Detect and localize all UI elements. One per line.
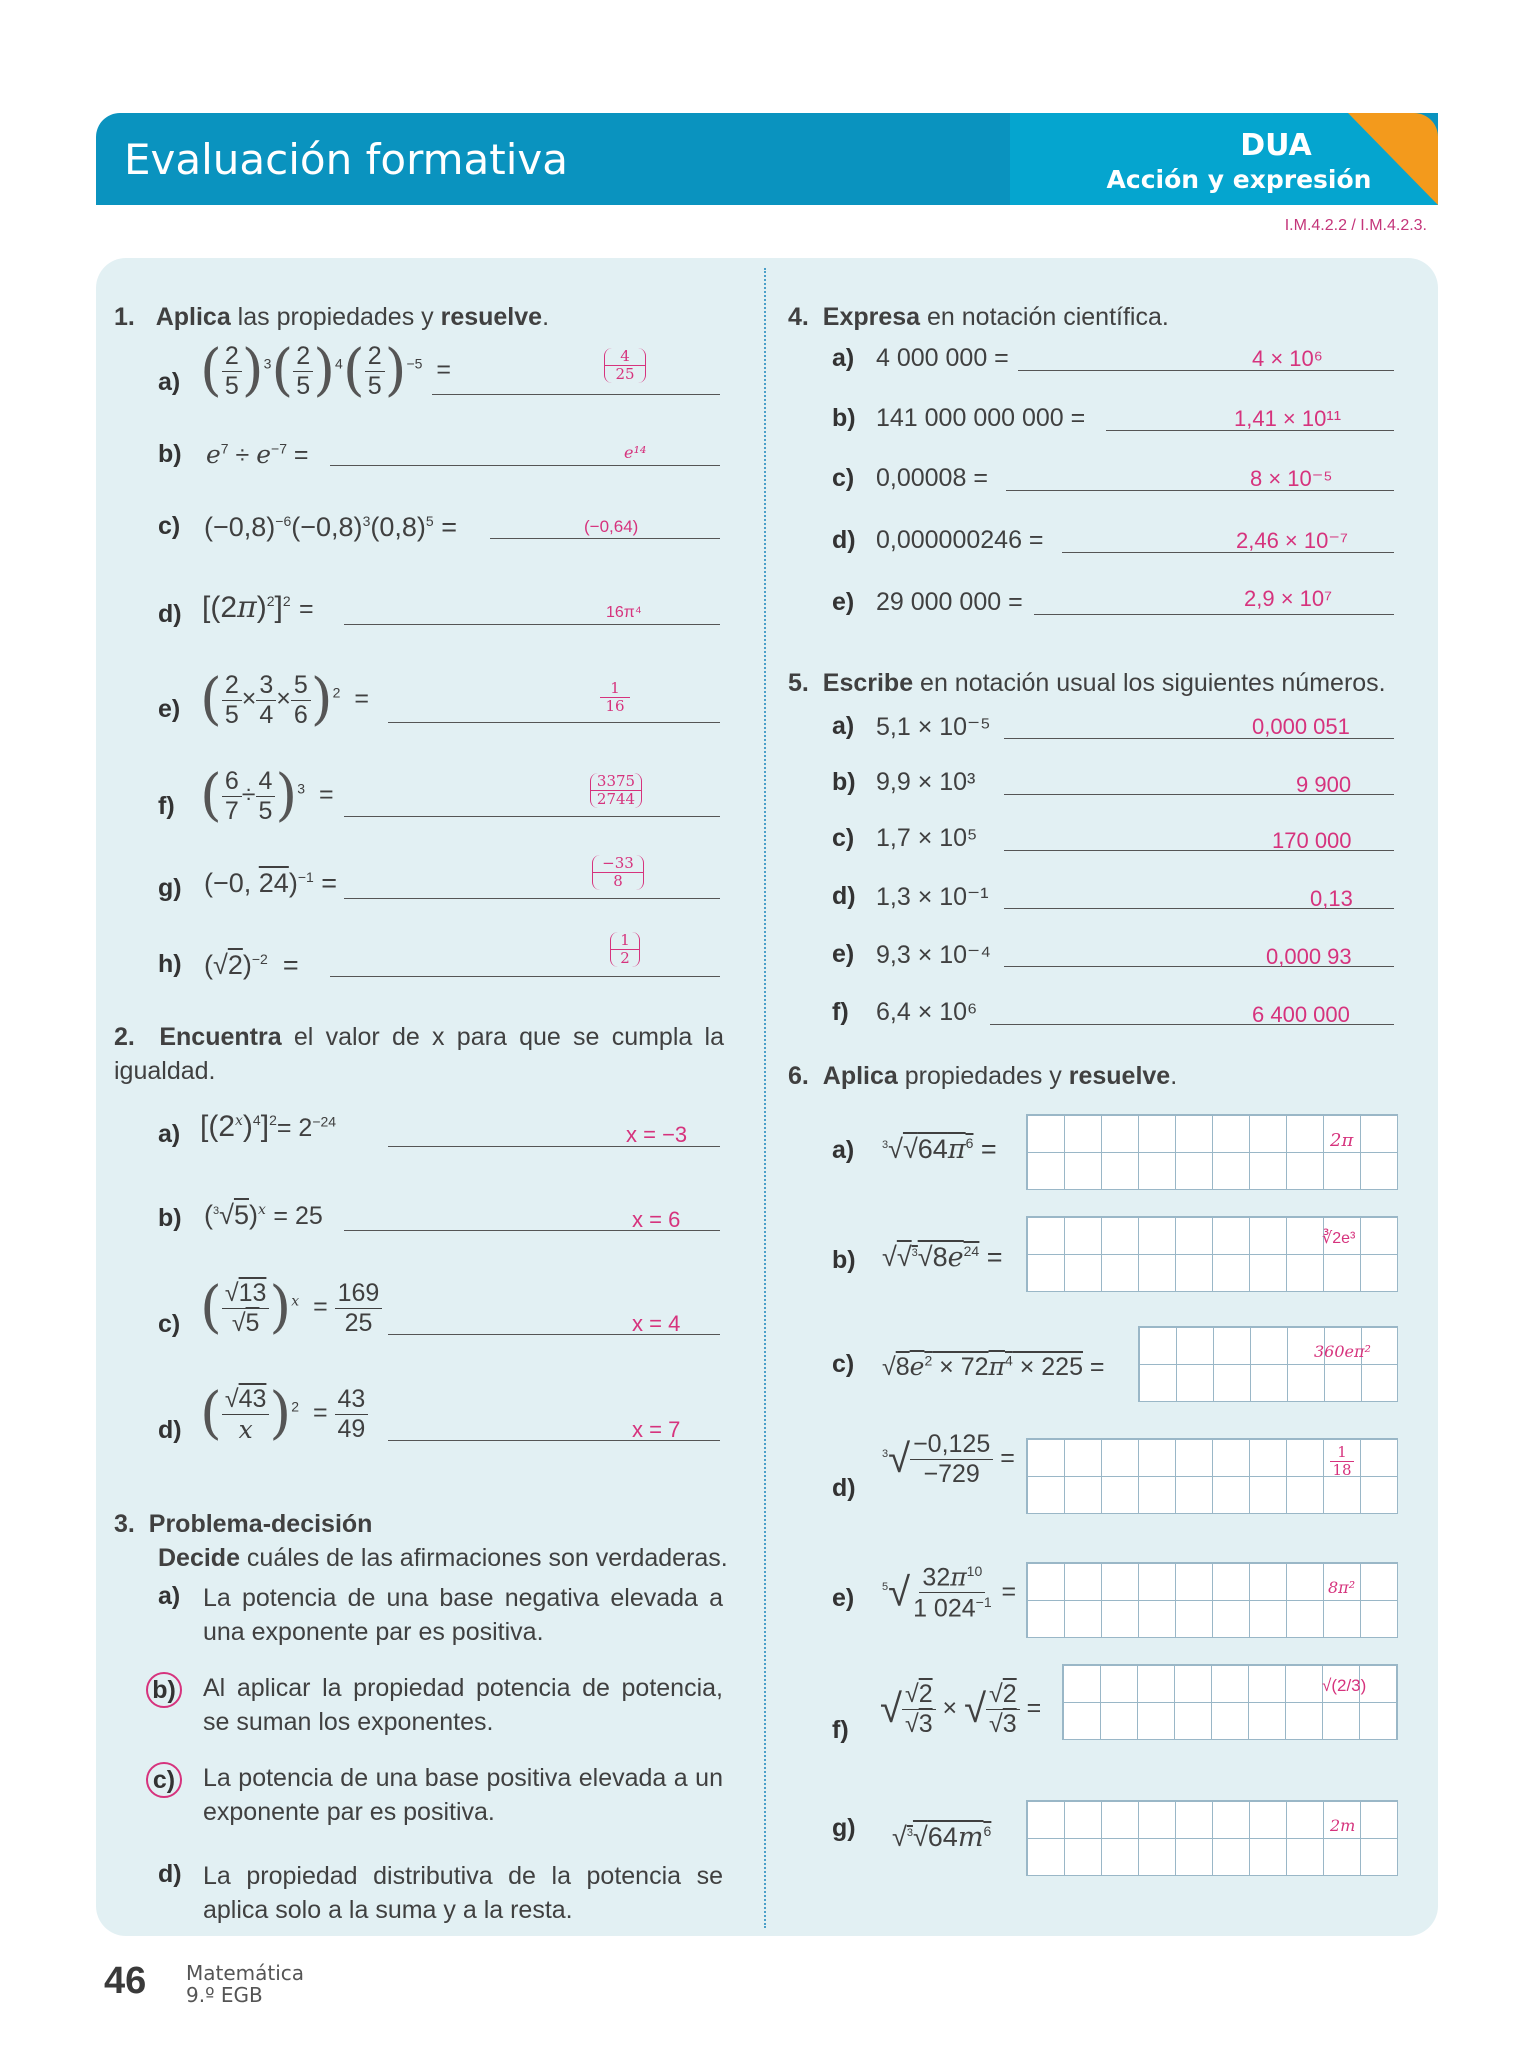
q3a-label: a): [158, 1582, 181, 1610]
q5b-label: b): [832, 768, 856, 796]
q2a-expression: $[(2^x)^4]^2= 2^{-24}$: [200, 1110, 337, 1143]
answer-line: [330, 465, 720, 466]
q5-heading: 5. Escribe en notación usual los siguientes números.: [788, 669, 1386, 697]
q5d-expr: 1,3 × 10⁻¹: [876, 883, 989, 911]
q3-instruction: Decide cuáles de las afirmaciones son verdaderas.: [158, 1544, 728, 1572]
q1f-answer: 3375 2744: [590, 773, 642, 808]
q1e-expression: ( $\frac{2}{5}$ × $\frac{3}{4}$ × $\frac{5}{6}$ )$^2$ =: [200, 667, 369, 732]
q4e-answer: 2,9 × 10⁷: [1244, 586, 1333, 611]
q4a-answer: 4 × 10⁶: [1252, 346, 1323, 371]
q6e-answer: 8π²: [1328, 1578, 1356, 1597]
q4b-answer: 1,41 × 10¹¹: [1234, 406, 1342, 431]
q5d-label: d): [832, 882, 856, 910]
q6f-label: f): [832, 1716, 849, 1744]
q6a-answer: 2π: [1330, 1130, 1354, 1151]
answer-grid[interactable]: [1026, 1114, 1398, 1190]
q3d-text: La propiedad distributiva de la potencia se aplica solo a la suma y a la resta.: [203, 1862, 723, 1924]
q1a-expression: ( $\frac{2}{5}$ )$^3$( $\frac{2}{5}$ )$^4$( $\frac{2}{5}$ )$^{-5}$ =: [200, 338, 451, 403]
answer-line: [388, 722, 720, 723]
q6g-answer: 2m: [1330, 1816, 1356, 1835]
q2b-expression: $(^3√5)^x = 25$: [204, 1200, 323, 1230]
q2b-answer: x = 6: [632, 1207, 681, 1232]
q3d-label: d): [158, 1860, 182, 1888]
q6c-label: c): [832, 1350, 855, 1378]
q4b-expr: 141 000 000 000 =: [876, 404, 1086, 432]
q4e-label: e): [832, 588, 855, 616]
answer-line: [432, 394, 720, 395]
answer-line: [490, 538, 720, 539]
q5a-answer: 0,000 051: [1252, 714, 1350, 739]
page-title: Evaluación formativa: [124, 135, 568, 184]
q5f-label: f): [832, 998, 849, 1026]
q6b-expr: $√√^3√8e^{24}$ =: [882, 1242, 1003, 1273]
q6c-answer: 360eπ²: [1314, 1342, 1371, 1361]
q3-heading: 3. Problema-decisión: [114, 1510, 373, 1538]
q4c-expr: 0,00008 =: [876, 464, 988, 492]
q1f-expression: ( $\frac{6}{7}$ ÷ $\frac{4}{5}$ )$^3$ =: [200, 763, 334, 828]
q5e-expr: 9,3 × 10⁻⁴: [876, 941, 991, 969]
q6f-answer: √(2/3): [1322, 1676, 1367, 1695]
q6b-label: b): [832, 1246, 856, 1274]
subject-label: Matemática 9.º EGB: [186, 1961, 305, 2007]
q6g-label: g): [832, 1814, 856, 1842]
dua-subtitle: Acción y expresión: [1106, 165, 1372, 194]
indicators: I.M.4.2.2 / I.M.4.2.3.: [1284, 217, 1427, 234]
q1d-answer: 16π⁴: [606, 604, 642, 621]
q2d-answer: x = 7: [632, 1417, 681, 1442]
q4b-label: b): [832, 404, 856, 432]
q5c-expr: 1,7 × 10⁵: [876, 824, 978, 852]
q1e-answer: 1 16: [600, 680, 630, 715]
q2a-label: a): [158, 1120, 181, 1148]
q4c-label: c): [832, 464, 855, 492]
q6a-expr: $^3√√64\pi^6$ =: [882, 1134, 997, 1165]
q1b-label: b): [158, 440, 182, 468]
q1b-expression: $e^7 \div e^{-7}$ =: [206, 440, 309, 469]
dua-title: DUA: [1240, 128, 1312, 163]
answer-grid[interactable]: [1026, 1800, 1398, 1876]
q3c-text: La potencia de una base positiva elevada a un exponente par es positiva.: [203, 1764, 723, 1826]
q3b-label-circled[interactable]: b): [150, 1672, 182, 1708]
q1h-expression: $(√2)^{-2}$ =: [204, 950, 299, 980]
q1c-answer: (−0,64): [584, 517, 639, 536]
q1e-label: e): [158, 695, 181, 723]
q5a-expr: 5,1 × 10⁻⁵: [876, 713, 991, 741]
q1c-expression: $(-0,8)^{-6}(-0,8)^3(0,8)^5$ =: [204, 512, 457, 542]
answer-line: [344, 898, 720, 899]
q4a-label: a): [832, 344, 855, 372]
q1c-label: c): [158, 512, 181, 540]
page-number: 46: [104, 1960, 147, 2002]
q3b-text: Al aplicar la propiedad potencia de potencia, se suman los exponentes.: [203, 1674, 723, 1736]
q2d-label: d): [158, 1416, 182, 1444]
q1h-label: h): [158, 950, 182, 978]
q6g-expr: $√^3√64m^6$: [892, 1822, 992, 1853]
q1f-label: f): [158, 792, 175, 820]
answer-grid[interactable]: [1138, 1326, 1398, 1402]
q2c-expression: ( $\frac{√13}{√5}$ )$^x$ = $\frac{169}{25}$: [200, 1280, 382, 1336]
q6d-answer: 1 18: [1330, 1444, 1354, 1479]
q5e-answer: 0,000 93: [1266, 944, 1352, 969]
q1d-expression: $[(2\pi)^2]^2$ =: [202, 590, 314, 625]
answer-line: [1018, 370, 1394, 371]
q6a-label: a): [832, 1136, 855, 1164]
q6c-expr: $√8e^2 \times 72\pi^4 \times 225$ =: [882, 1352, 1105, 1381]
q5c-answer: 170 000: [1272, 828, 1352, 853]
answer-line: [1006, 490, 1394, 491]
q6b-answer: ∛2e³: [1322, 1230, 1356, 1247]
q5a-label: a): [832, 712, 855, 740]
answer-grid[interactable]: [1026, 1562, 1398, 1638]
q6-heading: 6. Aplica propiedades y resuelve.: [788, 1062, 1178, 1090]
q5f-answer: 6 400 000: [1252, 1002, 1350, 1027]
q4d-label: d): [832, 526, 856, 554]
q1g-label: g): [158, 874, 182, 902]
q6f-expr: √ $\frac{√2}{√3}$ × √ $\frac{√2}{√3}$ =: [880, 1680, 1042, 1738]
q6e-expr: $^5$√ $\frac{32\pi^{10}}{1 024^{-1}}$ =: [882, 1562, 1017, 1623]
q1h-answer: 1 2: [610, 932, 640, 967]
q1g-answer: −33 8: [592, 855, 644, 890]
q1g-expression: (−0, 24)$^{-1}$ =: [204, 868, 338, 898]
q4c-answer: 8 × 10⁻⁵: [1250, 466, 1333, 491]
q3a-text: La potencia de una base negativa elevada a una exponente par es positiva.: [203, 1584, 723, 1646]
q3c-label-circled[interactable]: c): [150, 1762, 182, 1798]
q5f-expr: 6,4 × 10⁶: [876, 998, 978, 1026]
q5b-answer: 9 900: [1296, 772, 1352, 797]
q6d-label: d): [832, 1474, 856, 1502]
q2-heading: 2. Encuentra el valor de x para que se cumpla la igualdad.: [114, 1023, 724, 1085]
q4a-expr: 4 000 000 =: [876, 344, 1009, 372]
q1a-label: a): [158, 368, 181, 396]
answer-line: [1034, 614, 1394, 615]
column-divider: [764, 268, 766, 1928]
q6d-expr: $^3$√ $\frac{-0,125}{-729}$ =: [882, 1430, 1015, 1488]
answer-line: [344, 624, 720, 625]
q5c-label: c): [832, 824, 855, 852]
q4-heading: 4. Expresa en notación científica.: [788, 303, 1169, 331]
q4d-answer: 2,46 × 10⁻⁷: [1236, 528, 1348, 553]
q1-heading: 1. Aplica las propiedades y resuelve.: [114, 303, 550, 331]
q1d-label: d): [158, 600, 182, 628]
q6e-label: e): [832, 1584, 855, 1612]
q2d-expression: ( $\frac{√43}{x}$ )$^2$ = $\frac{43}{49}$: [200, 1386, 368, 1442]
q4e-expr: 29 000 000 =: [876, 588, 1023, 616]
q2a-answer: x = −3: [626, 1122, 688, 1147]
answer-line: [330, 976, 720, 977]
answer-line: [344, 816, 720, 817]
q5b-expr: 9,9 × 10³: [876, 768, 976, 796]
q2c-answer: x = 4: [632, 1311, 681, 1336]
q1b-answer: e¹⁴: [624, 443, 647, 462]
q2c-label: c): [158, 1310, 181, 1338]
q4d-expr: 0,000000246 =: [876, 526, 1044, 554]
q5e-label: e): [832, 940, 855, 968]
q1a-answer: 4 25: [604, 348, 646, 383]
q5d-answer: 0,13: [1310, 886, 1353, 911]
q2b-label: b): [158, 1204, 182, 1232]
